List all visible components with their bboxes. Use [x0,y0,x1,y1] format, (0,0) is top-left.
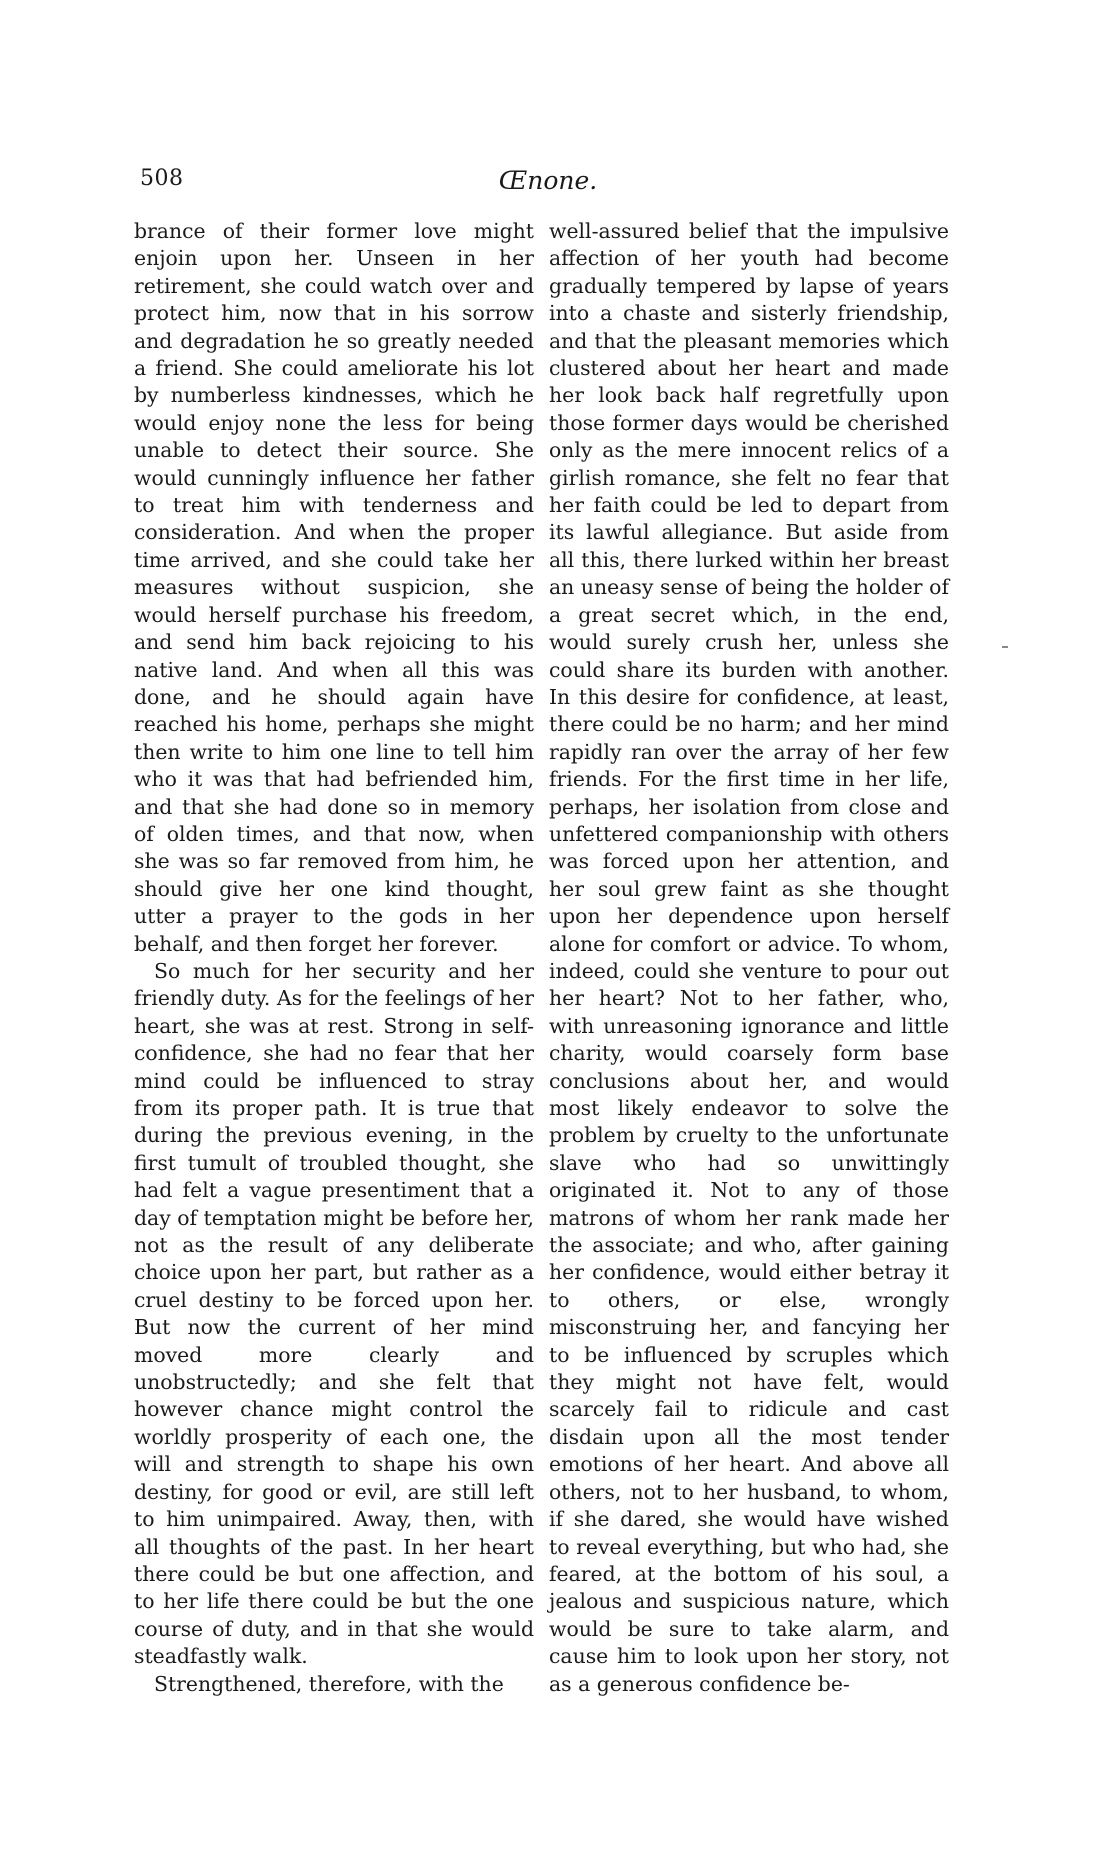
paragraph: Strengthened, therefore, with the [154,1671,504,1696]
text-column-left [134,218,534,1698]
margin-mark [1002,646,1008,648]
text-column-right [549,218,949,1698]
paragraph: brance of their former love might enjoin upon her. Unseen in her retirement, she could watch over and protect him, now that in his sorrow and degradation he so greatly needed a friend. She could ameliorate his lot by numberless kindnesses, which he would enjoy none the less for being unable to detect their source. She would cunningly influence her father to treat him with tenderness and consideration. And when the proper time arrived, and she could take her measures without suspicion, she would herself purchase his freedom, and send him back rejoicing to his native land. And when all this was done, and he should again have reached his home, perhaps she might then write to him one line to tell him who it was that had befriended him, and that she had done so in memory of olden times, and that now, when she was so far removed from him, he should give her one kind thought, utter a prayer to the gods in her behalf, and then forget her forever. [134,219,534,956]
page-number: 508 [140,166,184,191]
running-title: Œnone. [498,166,598,195]
paragraph: well-assured belief that the impulsive affection of her youth had become gradually tempered by lapse of years into a chaste and sisterly friendship, and that the pleasant memories which clustered about her heart and made her look back half regretfully upon those former days would be cherished only as the mere innocent relics of a girlish romance, she felt no fear that her faith could be led to depart from its lawful allegiance. But aside from all this, there lurked within her breast an uneasy sense of being the holder of a great secret which, in the end, would surely crush her, unless she could share its burden with another. In this desire for confidence, at least, there could be no harm; and her mind rapidly ran over the array of her few friends. For the first time in her life, perhaps, her isolation from close and unfettered companionship with others was forced upon her attention, and her soul grew faint as she thought upon her dependence upon herself alone for comfort or advice. To whom, indeed, could she venture to pour out her heart? Not to her father, who, with unreasoning ignorance and little charity, would coarsely form base conclusions about her, and would most likely endeavor to solve the problem by cruelty to the unfortunate slave who had so unwittingly originated it. Not to any of those matrons of whom her rank made her the associate; and who, after gaining her confidence, would either betray it to others, or else, wrongly misconstruing her, and fancying her to be influenced by scruples which they might not have felt, would scarcely fail to ridicule and cast disdain upon all the most tender emotions of her heart. And above all others, not to her husband, to whom, if she dared, she would have wished to reveal everything, but who had, she feared, at the bottom of his soul, a jealous and suspicious nature, which would be sure to take alarm, and cause him to look upon her story, not as a generous confidence be- [549,219,949,1696]
paragraph: So much for her security and her friendly duty. As for the feelings of her heart, she was at rest. Strong in self-confidence, she had no fear that her mind could be influenced to stray from its proper path. It is true that during the previous evening, in the first tumult of troubled thought, she had felt a vague presentiment that a day of temptation might be before her, not as the result of any deliberate choice upon her part, but rather as a cruel destiny to be forced upon her. But now the current of her mind moved more clearly and unobstructedly; and she felt that however chance might control the worldly prosperity of each one, the will and strength to shape his own destiny, for good or evil, are still left to him unimpaired. Away, then, with all thoughts of the past. In her heart there could be but one affection, and to her life there could be but the one course of duty, and in that she would steadfastly walk. [134,958,534,1669]
